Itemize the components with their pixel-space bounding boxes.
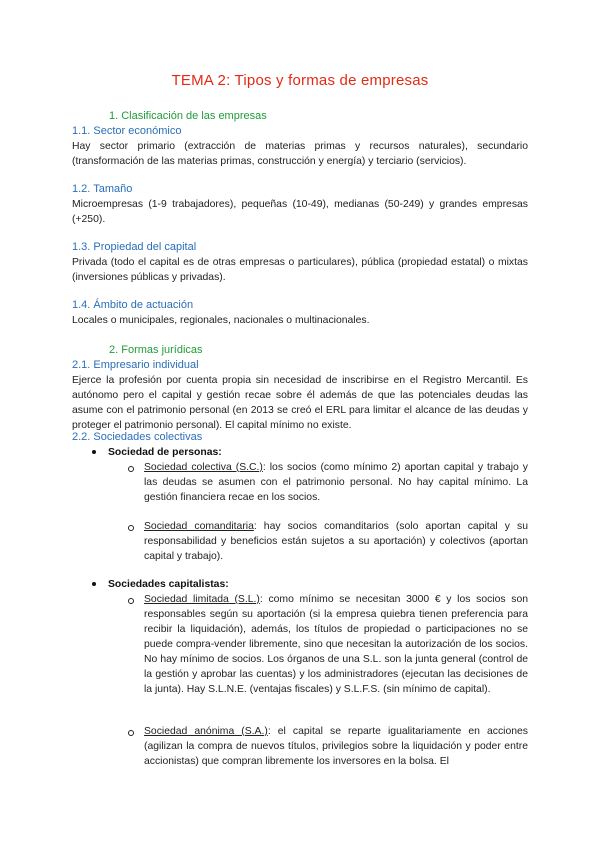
heading-tamano: 1.2. Tamaño bbox=[72, 183, 133, 195]
bullet-label: Sociedad de personas: bbox=[108, 447, 222, 458]
circle-bullet bbox=[128, 525, 134, 531]
paragraph-propiedad-capital: Privada (todo el capital es de otras empresas o particulares), pública (propiedad estatal) o mixtas (inversiones públicas y privadas). bbox=[72, 257, 528, 283]
heading-propiedad-capital: 1.3. Propiedad del capital bbox=[72, 241, 197, 253]
circle-bullet bbox=[128, 466, 134, 472]
heading-sector-economico: 1.1. Sector económico bbox=[72, 125, 182, 137]
paragraph-ambito-actuacion: Locales o municipales, regionales, nacionales o multinacionales. bbox=[72, 315, 370, 326]
circle-bullet bbox=[128, 730, 134, 736]
bullet-dot bbox=[92, 582, 96, 586]
section-2-heading: 2. Formas jurídicas bbox=[109, 344, 203, 356]
item-term: Sociedad anónima (S.A.) bbox=[144, 726, 268, 737]
paragraph-tamano: Microempresas (1-9 trabajadores), pequeñas (10-49), medianas (50-249) y grandes empresas (+250). bbox=[72, 199, 528, 225]
item-term: Sociedad colectiva (S.C.) bbox=[144, 462, 263, 473]
item-term: Sociedad comanditaria bbox=[144, 521, 254, 532]
item-text: : los socios (como mínimo 2) aportan capital y trabajo y las deudas se asumen con el patrimonio personal. No hay capital mínimo. La gestión financiera recae en los socios. bbox=[144, 462, 529, 503]
list-item bbox=[144, 592, 528, 697]
circle-bullet bbox=[128, 598, 134, 604]
list-item bbox=[144, 724, 528, 769]
item-text: : hay socios comanditarios (solo aportan capital y su responsabilidad y beneficios están sujetos a su aportación) y colectivos (aportan capital y trabajo). bbox=[144, 521, 529, 562]
paragraph-empresario-individual: Ejerce la profesión por cuenta propia sin necesidad de inscribirse en el Registro Mercantil. Es autónomo pero el capital y gestión recae sobre él además de que las potenciales deudas las asume con el patrimonio personal (en 2013 se creó el ERL para limitar el alcance de las deudas y proteger el patrimonio personal). El capital mínimo no existe. bbox=[72, 375, 528, 431]
bullet-dot bbox=[92, 450, 96, 454]
heading-sociedades-colectivas: 2.2. Sociedades colectivas bbox=[72, 431, 203, 443]
list-item bbox=[144, 519, 528, 564]
section-1-heading: 1. Clasificación de las empresas bbox=[109, 110, 267, 122]
page-title: TEMA 2: Tipos y formas de empresas bbox=[171, 72, 429, 89]
list-item bbox=[144, 460, 528, 505]
bullet-label: Sociedades capitalistas: bbox=[108, 579, 229, 590]
item-text: : el capital se reparte igualitariamente en acciones (agilizan la compra de nuevos títulos, privilegios sobre la liquidación y poder entre accionistas) que compran libremente los inversores en la bolsa. El bbox=[144, 726, 528, 767]
heading-empresario-individual: 2.1. Empresario individual bbox=[72, 359, 199, 371]
item-text: : como mínimo se necesitan 3000 € y los socios son responsables según su aportación (si la empresa quiebra tienen preferencia para recibir la liquidación), además, los títulos de propiedad o participaciones no se puede compra-vender libremente, sino que necesitan la autorización de los socios. No hay mínimo de socios. Los órganos de una S.L. son la junta general (control de la gestión y aprobar las cuentas) y los administradores (ejecutan las decisiones de la junta). Hay S.L.N.E. (ventajas fiscales) y S.L.F.S. (sin mínimo de capital). bbox=[144, 594, 529, 695]
heading-ambito-actuacion: 1.4. Ámbito de actuación bbox=[72, 299, 194, 311]
item-term: Sociedad limitada (S.L.) bbox=[144, 594, 260, 605]
paragraph-sector-economico: Hay sector primario (extracción de materias primas y recursos naturales), secundario (transformación de las materias primas, construcción y energía) y terciario (servicios). bbox=[72, 141, 528, 167]
